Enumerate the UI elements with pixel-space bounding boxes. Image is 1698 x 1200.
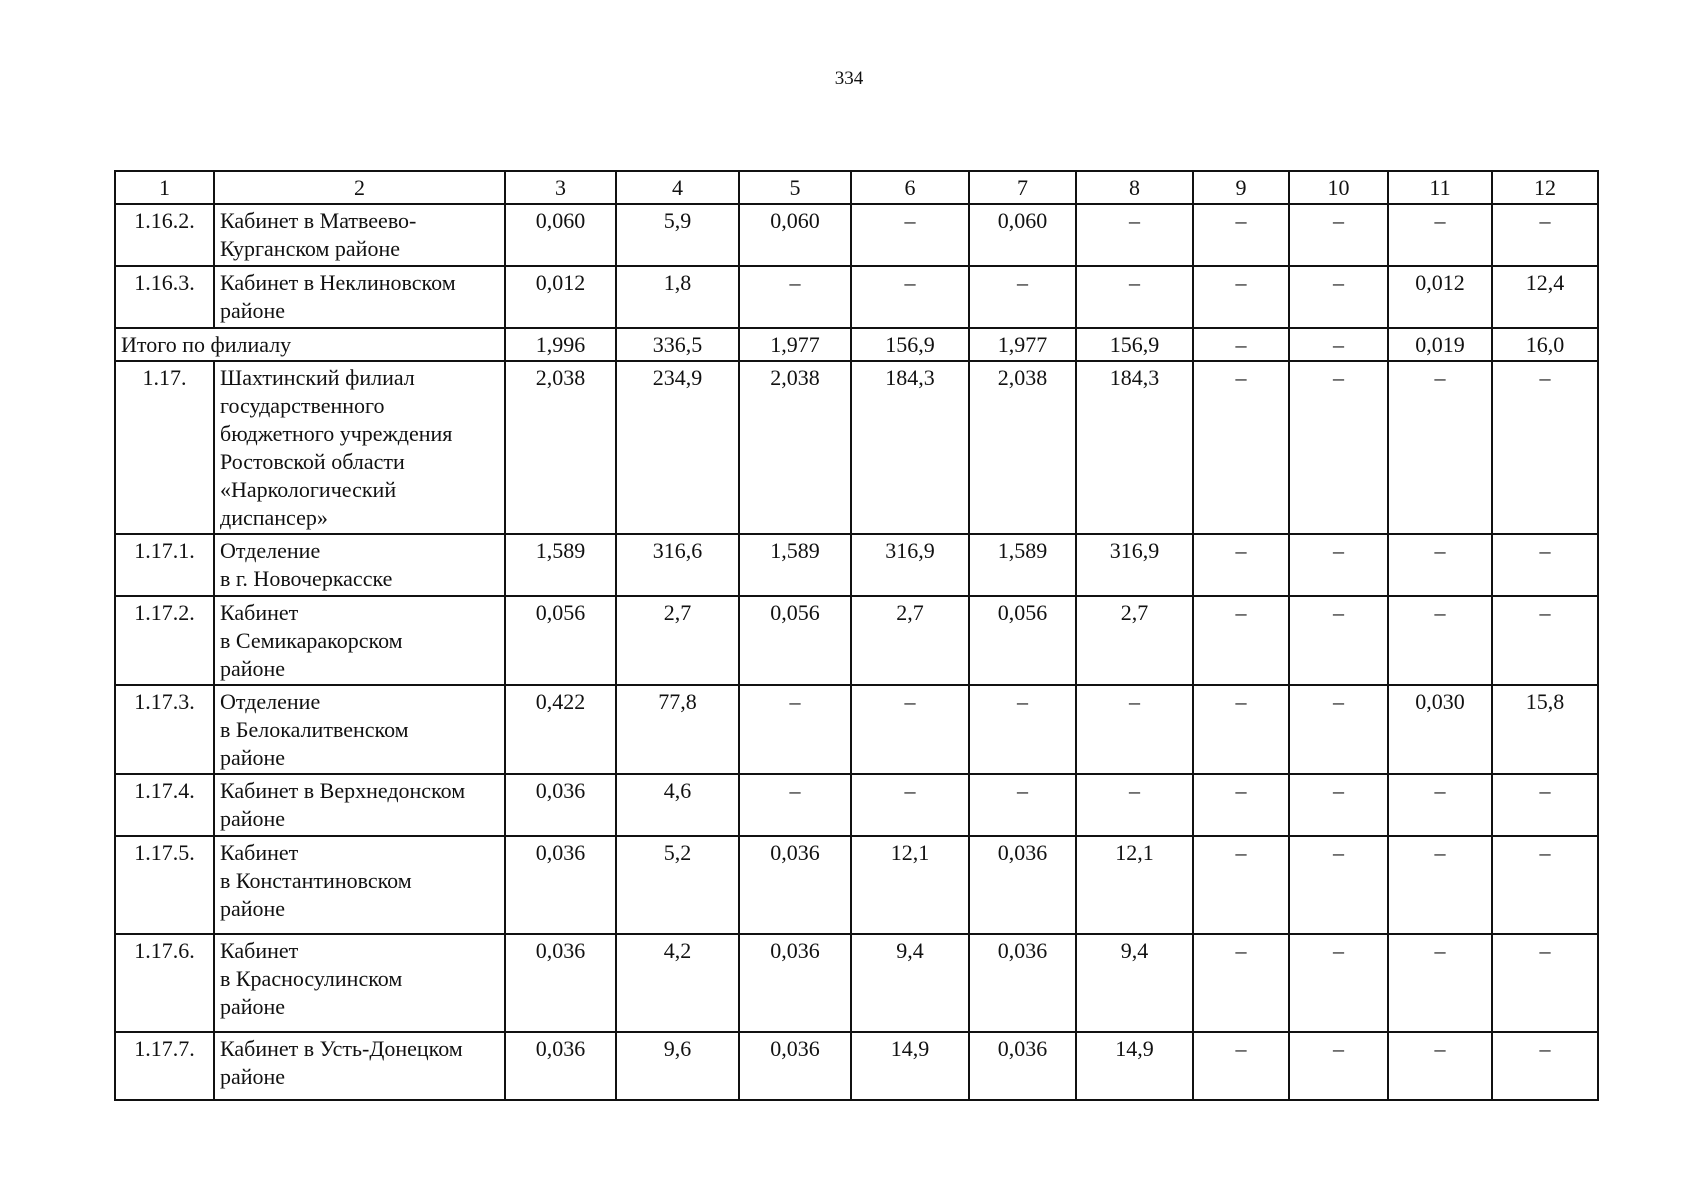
row-number: 1.16.2. — [115, 204, 214, 266]
value-cell: 316,9 — [1076, 534, 1193, 596]
value-cell: 1,8 — [616, 266, 739, 328]
row-number: 1.17.1. — [115, 534, 214, 596]
value-cell: 2,038 — [969, 361, 1076, 534]
value-cell: 9,4 — [1076, 934, 1193, 1032]
column-header: 6 — [851, 171, 969, 204]
value-cell: 0,060 — [739, 204, 851, 266]
value-cell: 0,056 — [505, 596, 616, 685]
value-cell: 1,977 — [969, 328, 1076, 361]
value-cell: – — [739, 685, 851, 774]
value-cell: – — [1289, 836, 1388, 934]
value-cell: – — [739, 774, 851, 836]
value-cell: – — [1193, 328, 1289, 361]
value-cell: – — [851, 266, 969, 328]
value-cell: 234,9 — [616, 361, 739, 534]
value-cell: – — [851, 204, 969, 266]
table-row — [115, 266, 1598, 328]
data-table — [114, 170, 1599, 1101]
value-cell: – — [1289, 266, 1388, 328]
value-cell: 316,9 — [851, 534, 969, 596]
row-number: 1.17.6. — [115, 934, 214, 1032]
header-row — [115, 171, 1598, 204]
total-label: Итого по филиалу — [115, 328, 505, 361]
value-cell: 77,8 — [616, 685, 739, 774]
value-cell: – — [1492, 361, 1598, 534]
table-row — [115, 1032, 1598, 1100]
value-cell: – — [1492, 204, 1598, 266]
column-header: 7 — [969, 171, 1076, 204]
value-cell: 1,589 — [969, 534, 1076, 596]
value-cell: 0,056 — [969, 596, 1076, 685]
value-cell: – — [1492, 934, 1598, 1032]
value-cell: 9,4 — [851, 934, 969, 1032]
row-name: Отделение в Белокалитвенском районе — [214, 685, 505, 774]
value-cell: 14,9 — [1076, 1032, 1193, 1100]
value-cell: 316,6 — [616, 534, 739, 596]
table-body — [115, 171, 1598, 1100]
value-cell: 0,012 — [505, 266, 616, 328]
value-cell: 0,019 — [1388, 328, 1492, 361]
value-cell: 12,4 — [1492, 266, 1598, 328]
value-cell: 5,2 — [616, 836, 739, 934]
row-number: 1.17.2. — [115, 596, 214, 685]
value-cell: – — [1193, 685, 1289, 774]
table-row — [115, 934, 1598, 1032]
value-cell: 14,9 — [851, 1032, 969, 1100]
row-number: 1.17. — [115, 361, 214, 534]
value-cell: 0,012 — [1388, 266, 1492, 328]
value-cell: 12,1 — [1076, 836, 1193, 934]
table-row — [115, 204, 1598, 266]
table-row — [115, 534, 1598, 596]
column-header: 11 — [1388, 171, 1492, 204]
value-cell: – — [1492, 1032, 1598, 1100]
value-cell: – — [739, 266, 851, 328]
value-cell: 2,7 — [1076, 596, 1193, 685]
row-name: Кабинет в Красносулинском районе — [214, 934, 505, 1032]
value-cell: 156,9 — [1076, 328, 1193, 361]
row-number: 1.16.3. — [115, 266, 214, 328]
value-cell: 336,5 — [616, 328, 739, 361]
column-header: 1 — [115, 171, 214, 204]
column-header: 12 — [1492, 171, 1598, 204]
value-cell: – — [851, 774, 969, 836]
value-cell: – — [1289, 774, 1388, 836]
value-cell: 0,060 — [969, 204, 1076, 266]
value-cell: – — [1388, 934, 1492, 1032]
value-cell: – — [1388, 361, 1492, 534]
value-cell: 184,3 — [851, 361, 969, 534]
value-cell: 0,422 — [505, 685, 616, 774]
value-cell: 0,030 — [1388, 685, 1492, 774]
column-header: 4 — [616, 171, 739, 204]
page-number: 334 — [834, 68, 864, 89]
value-cell: – — [1076, 266, 1193, 328]
value-cell: – — [1289, 328, 1388, 361]
value-cell: – — [1289, 685, 1388, 774]
value-cell: – — [1492, 774, 1598, 836]
table-row — [115, 774, 1598, 836]
column-header: 5 — [739, 171, 851, 204]
column-header: 10 — [1289, 171, 1388, 204]
value-cell: 0,036 — [505, 934, 616, 1032]
value-cell: 9,6 — [616, 1032, 739, 1100]
value-cell: 15,8 — [1492, 685, 1598, 774]
value-cell: 1,589 — [739, 534, 851, 596]
table-row — [115, 596, 1598, 685]
table-row — [115, 836, 1598, 934]
value-cell: 0,036 — [739, 836, 851, 934]
value-cell: – — [1076, 774, 1193, 836]
value-cell: – — [1492, 534, 1598, 596]
value-cell: 0,036 — [739, 1032, 851, 1100]
value-cell: – — [1289, 534, 1388, 596]
value-cell: 2,038 — [739, 361, 851, 534]
value-cell: 1,589 — [505, 534, 616, 596]
value-cell: 0,060 — [505, 204, 616, 266]
row-name: Кабинет в Матвеево- Курганском районе — [214, 204, 505, 266]
value-cell: – — [1289, 361, 1388, 534]
column-header: 8 — [1076, 171, 1193, 204]
column-header: 3 — [505, 171, 616, 204]
value-cell: 0,036 — [969, 934, 1076, 1032]
table-row — [115, 361, 1598, 534]
value-cell: 0,036 — [739, 934, 851, 1032]
value-cell: 2,7 — [851, 596, 969, 685]
value-cell: 5,9 — [616, 204, 739, 266]
value-cell: – — [1193, 836, 1289, 934]
value-cell: – — [1193, 361, 1289, 534]
value-cell: – — [1076, 204, 1193, 266]
row-number: 1.17.7. — [115, 1032, 214, 1100]
value-cell: 16,0 — [1492, 328, 1598, 361]
value-cell: – — [851, 685, 969, 774]
value-cell: 1,996 — [505, 328, 616, 361]
value-cell: – — [1193, 534, 1289, 596]
row-number: 1.17.5. — [115, 836, 214, 934]
table-row — [115, 685, 1598, 774]
value-cell: – — [1193, 204, 1289, 266]
value-cell: – — [969, 685, 1076, 774]
value-cell: – — [1076, 685, 1193, 774]
value-cell: – — [1289, 204, 1388, 266]
value-cell: – — [1492, 596, 1598, 685]
row-number: 1.17.3. — [115, 685, 214, 774]
value-cell: – — [1388, 596, 1492, 685]
value-cell: – — [1193, 774, 1289, 836]
value-cell: 12,1 — [851, 836, 969, 934]
value-cell: – — [1289, 1032, 1388, 1100]
row-name: Кабинет в Семикаракорском районе — [214, 596, 505, 685]
value-cell: 0,036 — [505, 836, 616, 934]
value-cell: – — [1193, 934, 1289, 1032]
value-cell: – — [969, 266, 1076, 328]
value-cell: – — [1388, 204, 1492, 266]
value-cell: 4,2 — [616, 934, 739, 1032]
value-cell: 0,036 — [505, 1032, 616, 1100]
row-name: Кабинет в Усть-Донецком районе — [214, 1032, 505, 1100]
value-cell: 0,036 — [969, 1032, 1076, 1100]
value-cell: – — [969, 774, 1076, 836]
value-cell: – — [1193, 596, 1289, 685]
value-cell: – — [1289, 934, 1388, 1032]
column-header: 9 — [1193, 171, 1289, 204]
value-cell: – — [1193, 266, 1289, 328]
value-cell: 2,038 — [505, 361, 616, 534]
row-name: Кабинет в Неклиновском районе — [214, 266, 505, 328]
value-cell: 156,9 — [851, 328, 969, 361]
value-cell: – — [1492, 836, 1598, 934]
total-row — [115, 328, 1598, 361]
value-cell: – — [1388, 534, 1492, 596]
column-header: 2 — [214, 171, 505, 204]
value-cell: 4,6 — [616, 774, 739, 836]
value-cell: – — [1193, 1032, 1289, 1100]
row-name: Кабинет в Константиновском районе — [214, 836, 505, 934]
value-cell: 184,3 — [1076, 361, 1193, 534]
value-cell: 1,977 — [739, 328, 851, 361]
value-cell: 0,036 — [969, 836, 1076, 934]
row-name: Шахтинский филиал государственного бюджетного учреждения Ростовской области «Наркологический диспансер» — [214, 361, 505, 534]
value-cell: – — [1388, 836, 1492, 934]
row-name: Кабинет в Верхнедонском районе — [214, 774, 505, 836]
row-name: Отделение в г. Новочеркасске — [214, 534, 505, 596]
row-number: 1.17.4. — [115, 774, 214, 836]
value-cell: 2,7 — [616, 596, 739, 685]
value-cell: 0,056 — [739, 596, 851, 685]
value-cell: – — [1289, 596, 1388, 685]
value-cell: – — [1388, 1032, 1492, 1100]
value-cell: – — [1388, 774, 1492, 836]
value-cell: 0,036 — [505, 774, 616, 836]
